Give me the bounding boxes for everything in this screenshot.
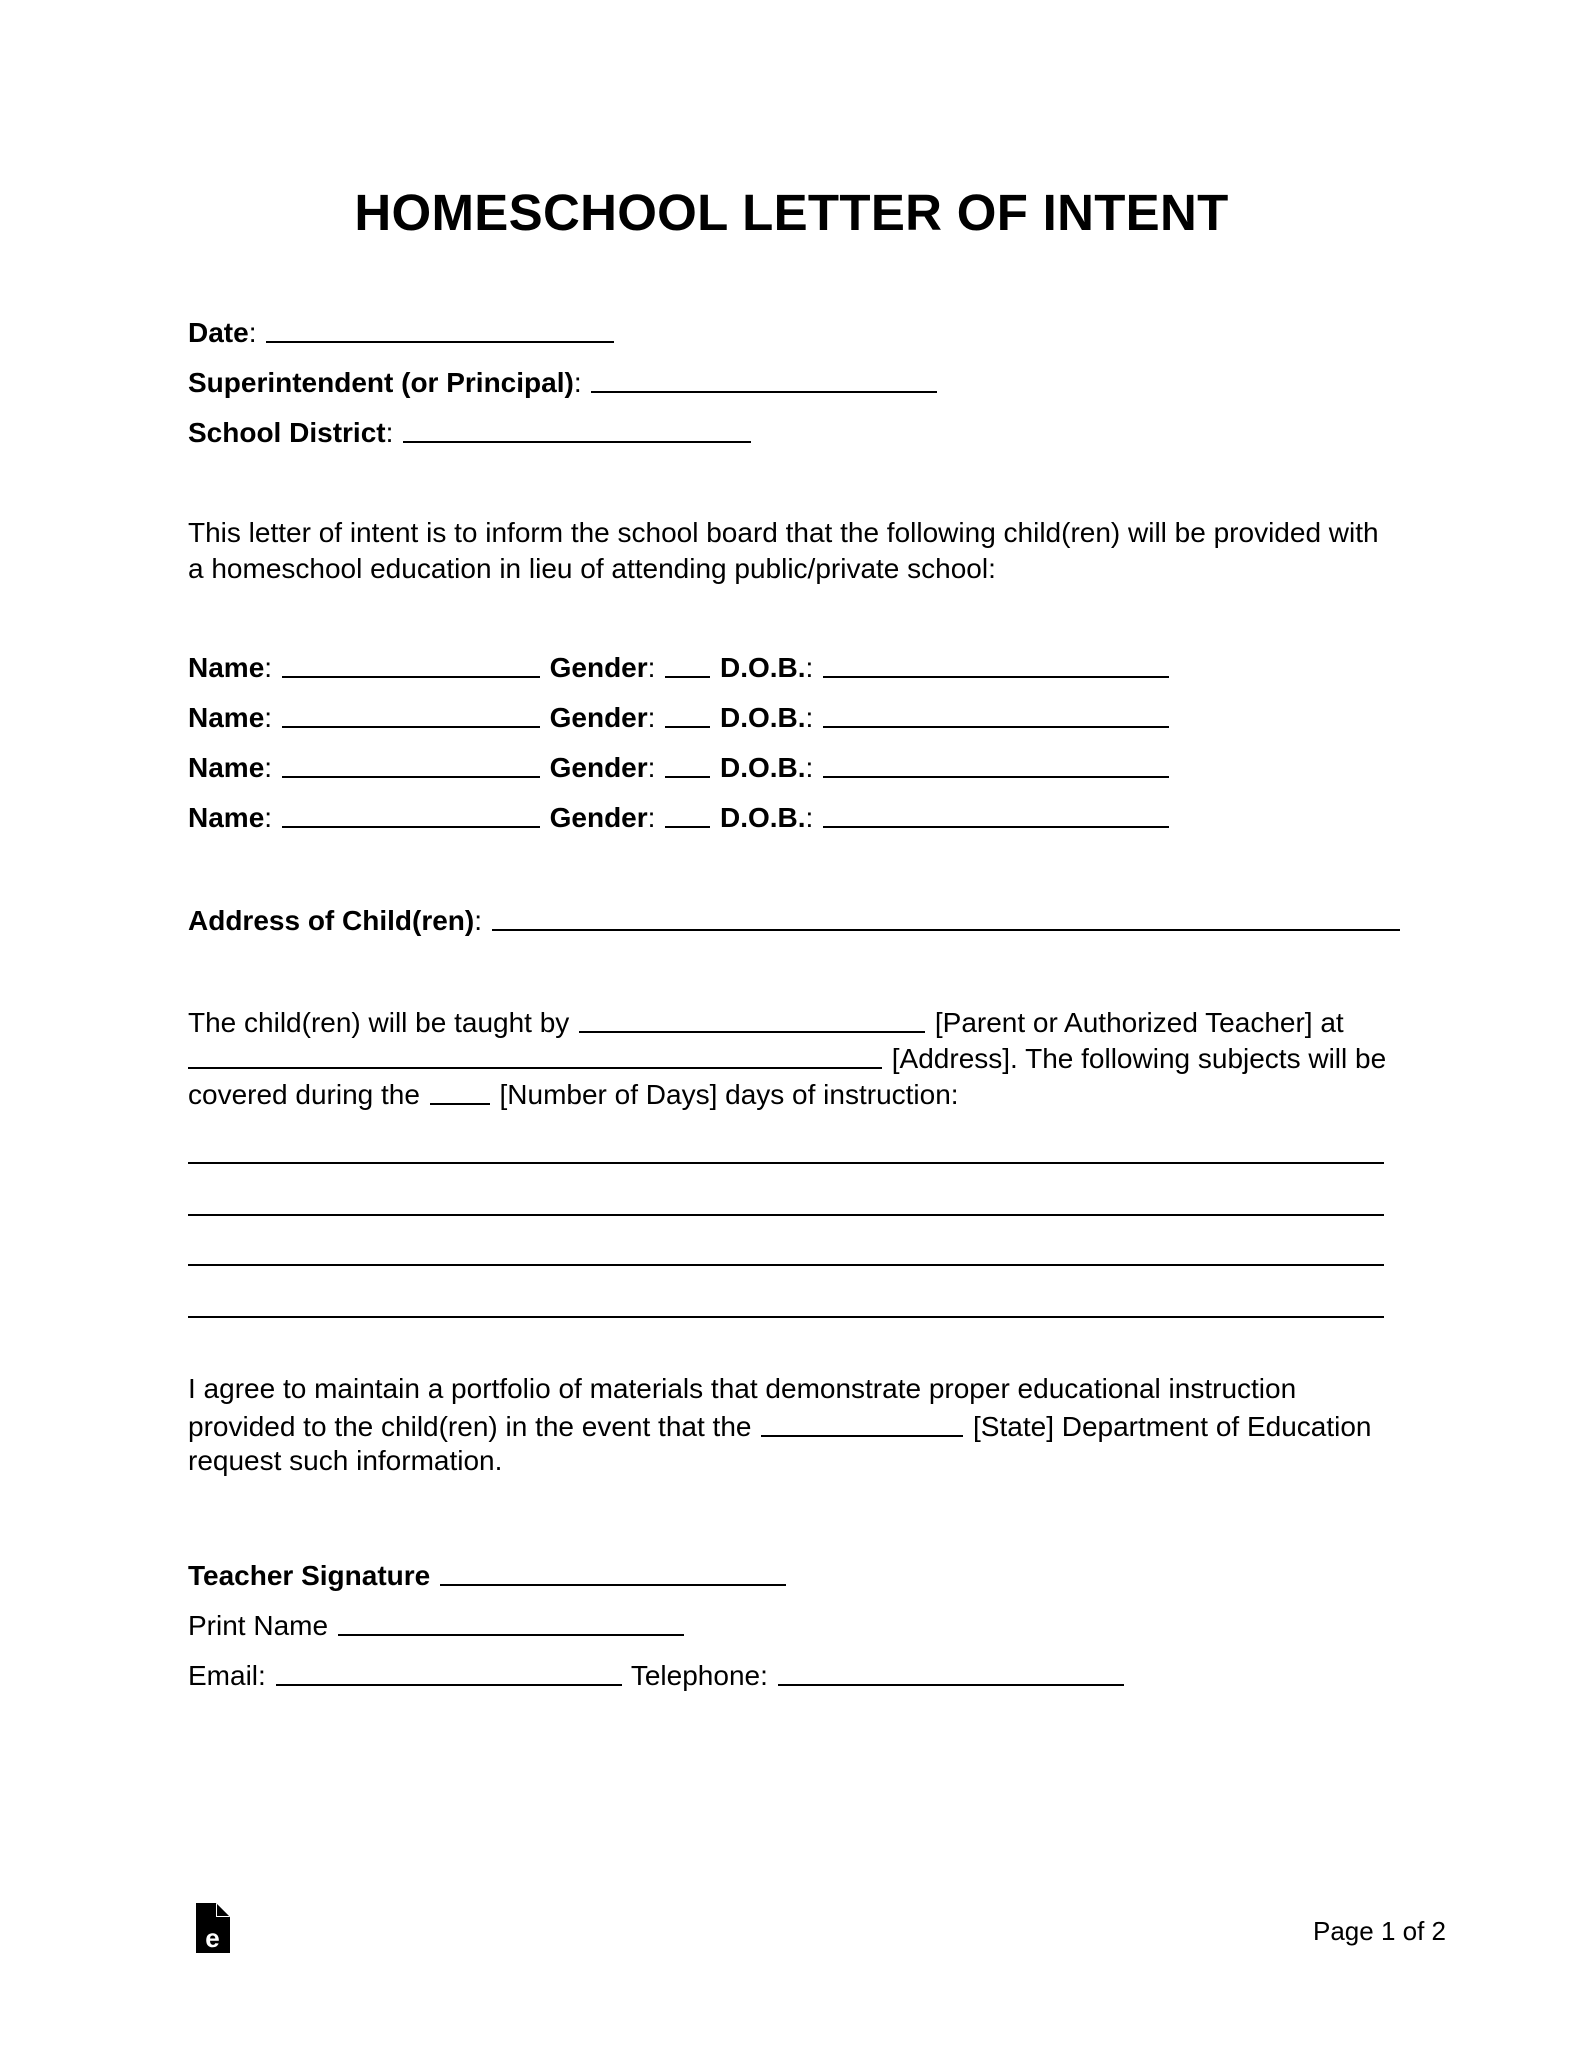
child-gender-field[interactable] bbox=[665, 749, 710, 778]
agreement-text: provided to the child(ren) in the event that the bbox=[188, 1411, 752, 1442]
child-name-field[interactable] bbox=[282, 749, 540, 778]
dob-colon: : bbox=[805, 652, 814, 683]
school-district-label: School District bbox=[188, 417, 386, 448]
dob-label: D.O.B. bbox=[719, 652, 806, 683]
agreement-text: [State] Department of Education bbox=[973, 1411, 1372, 1442]
instruction-line-1 bbox=[188, 1003, 1344, 1039]
name-label: Name bbox=[188, 752, 265, 783]
address-colon: : bbox=[474, 905, 483, 936]
child-gender-field[interactable] bbox=[665, 799, 710, 828]
subject-line-field[interactable] bbox=[188, 1214, 1384, 1216]
dob-colon: : bbox=[805, 802, 814, 833]
eforms-logo-icon bbox=[196, 1903, 230, 1953]
page-indicator: Page 1 of 2 bbox=[1313, 1916, 1446, 1946]
gender-colon: : bbox=[647, 652, 656, 683]
child-name-field[interactable] bbox=[282, 649, 540, 678]
address-field[interactable] bbox=[492, 902, 1400, 931]
state-field[interactable] bbox=[761, 1408, 963, 1437]
instruction-text: [Address]. The following subjects will be bbox=[891, 1043, 1387, 1074]
print-name-row bbox=[188, 1606, 686, 1642]
child-name-field[interactable] bbox=[282, 699, 540, 728]
child-gender-field[interactable] bbox=[665, 649, 710, 678]
teacher-signature-row bbox=[188, 1556, 788, 1592]
child-row bbox=[188, 648, 1171, 684]
gender-colon: : bbox=[647, 752, 656, 783]
address-row bbox=[188, 901, 1402, 937]
dob-colon: : bbox=[805, 702, 814, 733]
dob-colon: : bbox=[805, 752, 814, 783]
superintendent-label: Superintendent (or Principal) bbox=[188, 367, 574, 398]
school-district-colon: : bbox=[385, 417, 394, 448]
school-district-row bbox=[188, 413, 753, 449]
date-field[interactable] bbox=[266, 314, 614, 343]
name-label: Name bbox=[188, 802, 265, 833]
intro-line-1: This letter of intent is to inform the school board that the following child(ren) will be provided with bbox=[188, 517, 1379, 548]
instruction-line-3 bbox=[188, 1075, 959, 1111]
email-telephone-row bbox=[188, 1656, 1126, 1692]
instruction-text: [Parent or Authorized Teacher] at bbox=[934, 1007, 1344, 1038]
school-district-field[interactable] bbox=[403, 414, 751, 443]
document-title: HOMESCHOOL LETTER OF INTENT bbox=[354, 184, 1229, 241]
email-label: Email: bbox=[188, 1660, 266, 1691]
child-row bbox=[188, 798, 1171, 834]
name-label: Name bbox=[188, 702, 265, 733]
superintendent-row bbox=[188, 363, 939, 399]
telephone-label: Telephone: bbox=[630, 1660, 768, 1691]
child-dob-field[interactable] bbox=[823, 749, 1169, 778]
child-dob-field[interactable] bbox=[823, 649, 1169, 678]
dob-label: D.O.B. bbox=[719, 702, 806, 733]
gender-colon: : bbox=[647, 702, 656, 733]
intro-line-2: a homeschool education in lieu of attending public/private school: bbox=[188, 553, 996, 584]
gender-label: Gender bbox=[549, 652, 648, 683]
subject-line-field[interactable] bbox=[188, 1316, 1384, 1318]
child-row bbox=[188, 698, 1171, 734]
telephone-field[interactable] bbox=[778, 1657, 1124, 1686]
instruction-line-2 bbox=[188, 1039, 1386, 1075]
child-dob-field[interactable] bbox=[823, 699, 1169, 728]
teaching-address-field[interactable] bbox=[188, 1040, 882, 1069]
subject-line-field[interactable] bbox=[188, 1162, 1384, 1164]
instruction-text: [Number of Days] days of instruction: bbox=[499, 1079, 959, 1110]
gender-colon: : bbox=[647, 802, 656, 833]
agreement-line-1: I agree to maintain a portfolio of materials that demonstrate proper educational instruction bbox=[188, 1373, 1297, 1404]
number-of-days-field[interactable] bbox=[430, 1076, 490, 1105]
print-name-field[interactable] bbox=[338, 1607, 684, 1636]
name-colon: : bbox=[264, 702, 273, 733]
dob-label: D.O.B. bbox=[719, 752, 806, 783]
email-field[interactable] bbox=[276, 1657, 622, 1686]
child-row bbox=[188, 748, 1171, 784]
name-colon: : bbox=[264, 752, 273, 783]
child-dob-field[interactable] bbox=[823, 799, 1169, 828]
teacher-name-field[interactable] bbox=[579, 1004, 925, 1033]
date-label: Date bbox=[188, 317, 249, 348]
child-name-field[interactable] bbox=[282, 799, 540, 828]
agreement-line-2 bbox=[188, 1407, 1371, 1443]
gender-label: Gender bbox=[549, 752, 648, 783]
dob-label: D.O.B. bbox=[719, 802, 806, 833]
subject-line-field[interactable] bbox=[188, 1264, 1384, 1266]
name-colon: : bbox=[264, 652, 273, 683]
date-row bbox=[188, 313, 616, 349]
name-label: Name bbox=[188, 652, 265, 683]
teacher-signature-label: Teacher Signature bbox=[188, 1560, 431, 1591]
gender-label: Gender bbox=[549, 702, 648, 733]
svg-text:e: e bbox=[205, 1923, 220, 1953]
superintendent-field[interactable] bbox=[591, 364, 937, 393]
instruction-text: The child(ren) will be taught by bbox=[188, 1007, 570, 1038]
gender-label: Gender bbox=[549, 802, 648, 833]
child-gender-field[interactable] bbox=[665, 699, 710, 728]
address-label: Address of Child(ren) bbox=[188, 905, 475, 936]
print-name-label: Print Name bbox=[188, 1610, 329, 1641]
agreement-line-3: request such information. bbox=[188, 1445, 503, 1476]
name-colon: : bbox=[264, 802, 273, 833]
teacher-signature-field[interactable] bbox=[440, 1557, 786, 1586]
instruction-text: covered during the bbox=[188, 1079, 420, 1110]
superintendent-colon: : bbox=[573, 367, 582, 398]
date-colon: : bbox=[248, 317, 257, 348]
